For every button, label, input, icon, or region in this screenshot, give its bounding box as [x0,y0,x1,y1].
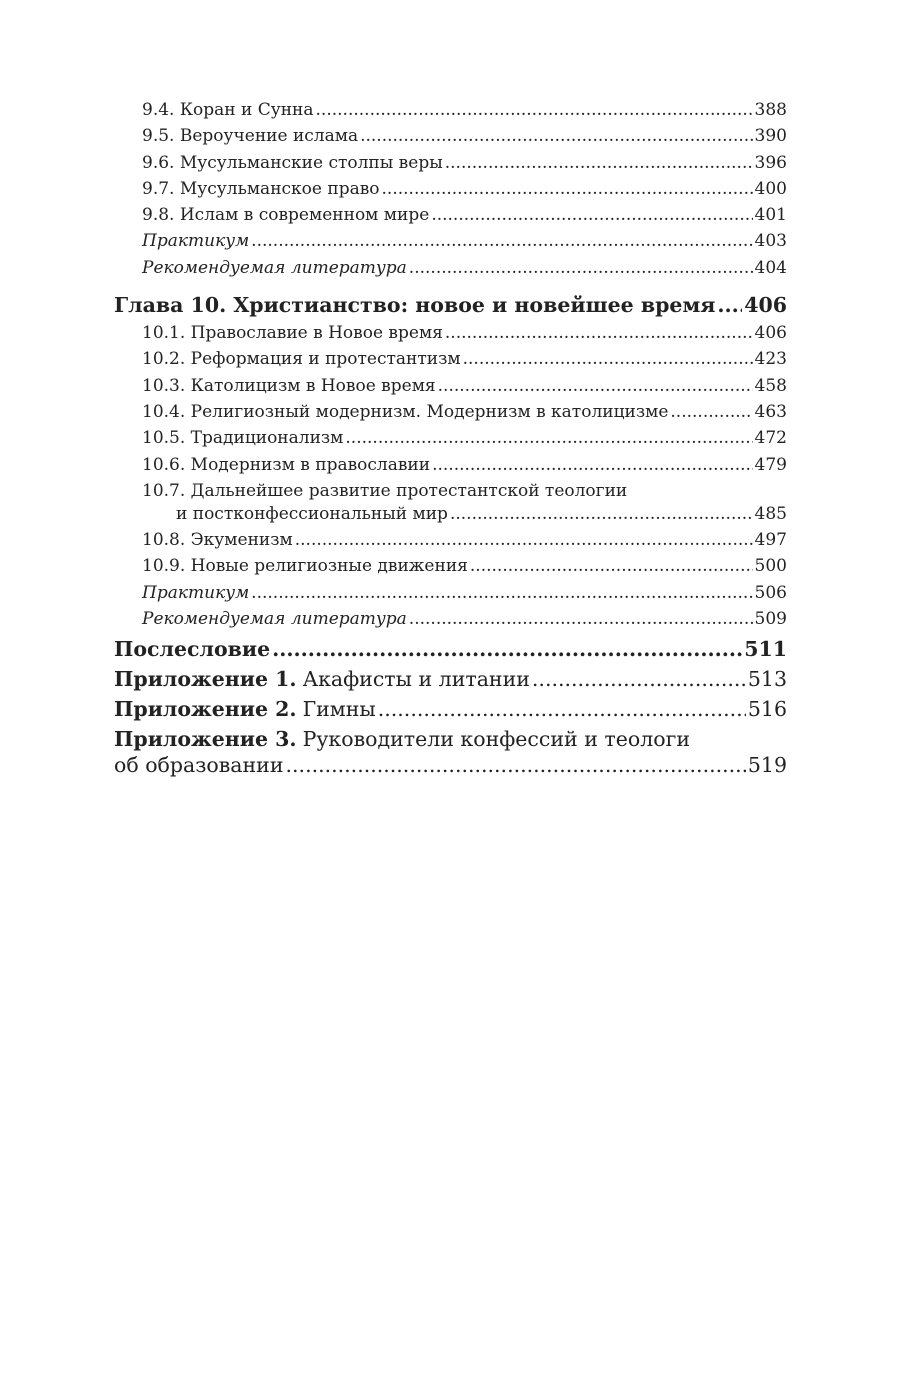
appendix-title: Гимны [302,697,376,722]
toc-entry-title: Рекомендуемая литература [142,609,407,630]
toc-entry-page: 401 [754,205,787,226]
dot-leader [345,428,752,448]
dot-leader [432,455,752,475]
chapter-title: Глава 10. Христианство: новое и новейшее время [114,293,716,318]
toc-entry-title: 9.5. Вероучение ислама [142,126,359,147]
appendix-label: Приложение 3. [114,727,297,752]
table-of-contents [114,100,787,783]
afterword-title: Послесловие [114,637,271,662]
toc-afterword[interactable] [114,637,787,667]
appendix-label: Приложение 1. [114,667,297,692]
dot-leader [445,323,753,343]
toc-entry-10-8[interactable] [114,530,787,556]
toc-chapter-10[interactable] [114,293,787,323]
dot-leader [286,753,746,777]
toc-entry-9-4[interactable] [114,100,787,126]
dot-leader [431,205,752,225]
dot-leader [382,179,753,199]
toc-entry-page: 423 [754,349,787,370]
chapter-page: 406 [744,293,787,318]
toc-entry-page: 472 [754,428,787,449]
toc-entry-10-5[interactable] [114,428,787,454]
toc-entry-10-2[interactable] [114,349,787,375]
toc-entry-title: Рекомендуемая литература [142,257,407,278]
appendix-title-line2: об образовании [114,753,284,778]
dot-leader [450,504,753,524]
toc-entry-9-6[interactable] [114,153,787,179]
toc-entry-title: 10.1. Православие в Новое время [142,323,443,344]
toc-appendix-2[interactable] [114,697,787,727]
toc-entry-page: 497 [754,530,787,551]
afterword-page: 511 [744,637,787,662]
dot-leader [378,697,746,721]
toc-entry-page: 396 [754,152,787,173]
toc-entry-title: 9.7. Мусульманское право [142,178,380,199]
toc-entry-title: 10.8. Экуменизм [142,530,293,551]
appendix-label: Приложение 2. [114,697,297,722]
toc-entry-page: 406 [754,323,787,344]
toc-entry-title: 10.2. Реформация и протестантизм [142,349,461,370]
toc-entry-title: 10.9. Новые религиозные движения [142,556,468,577]
dot-leader [316,100,753,120]
toc-entry-10-1[interactable] [114,323,787,349]
dot-leader [717,293,742,317]
toc-entry-page: 509 [754,609,787,630]
toc-entry-page: 404 [754,257,787,278]
appendix-page: 513 [747,667,787,692]
dot-leader [251,583,752,603]
toc-entry-page: 485 [754,503,787,524]
toc-entry-page: 390 [754,126,787,147]
toc-entry-page: 388 [754,100,787,120]
toc-appendix-1[interactable] [114,667,787,697]
toc-entry-title: 10.3. Католицизм в Новое время [142,375,436,396]
toc-entry-page: 458 [754,375,787,396]
toc-entry-9-7[interactable] [114,179,787,205]
dot-leader [409,258,753,278]
toc-entry-title: 10.6. Модернизм в православии [142,454,431,475]
appendix-title: Акафисты и литании [302,667,530,692]
toc-entry-9-practicum[interactable] [114,231,787,257]
toc-entry-title-line2: и постконфессиональный мир [176,503,448,524]
toc-entry-page: 403 [754,231,787,252]
dot-leader [463,349,753,369]
toc-entry-title: Практикум [142,582,250,603]
toc-appendix-3[interactable] [114,727,787,783]
toc-entry-page: 400 [754,178,787,199]
dot-leader [532,667,746,691]
appendix-page: 516 [747,697,787,722]
toc-entry-10-9[interactable] [114,556,787,582]
toc-entry-10-literature[interactable] [114,609,787,635]
toc-entry-9-8[interactable] [114,205,787,231]
appendix-title-line1: Руководители конфессий и теологи [302,727,690,752]
toc-entry-title: 10.4. Религиозный модернизм. Модернизм в католицизме [142,401,669,422]
toc-entry-title: 9.6. Мусульманские столпы веры [142,152,443,173]
toc-entry-10-practicum[interactable] [114,583,787,609]
toc-entry-title: 9.8. Ислам в современном мире [142,205,430,226]
dot-leader [272,637,742,661]
toc-entry-page: 463 [754,401,787,422]
appendix-page: 519 [747,753,787,778]
toc-entry-10-7[interactable] [114,481,787,530]
toc-entry-title: Практикум [142,231,250,252]
toc-entry-title: 10.5. Традиционализм [142,428,344,449]
dot-leader [295,530,753,550]
dot-leader [670,402,752,422]
toc-entry-page: 500 [754,556,787,577]
toc-entry-10-4[interactable] [114,402,787,428]
toc-entry-title: 9.4. Коран и Сунна [142,100,314,120]
toc-entry-10-6[interactable] [114,455,787,481]
toc-entry-page: 506 [754,582,787,603]
toc-entry-title-line1: 10.7. Дальнейшее развитие протестантской теологии [142,480,628,501]
toc-entry-9-5[interactable] [114,126,787,152]
dot-leader [409,609,753,629]
dot-leader [360,126,752,146]
dot-leader [445,153,753,173]
dot-leader [470,556,753,576]
toc-entry-10-3[interactable] [114,376,787,402]
toc-entry-page: 479 [754,454,787,475]
dot-leader [438,376,753,396]
toc-entry-9-literature[interactable] [114,258,787,284]
dot-leader [251,231,752,251]
